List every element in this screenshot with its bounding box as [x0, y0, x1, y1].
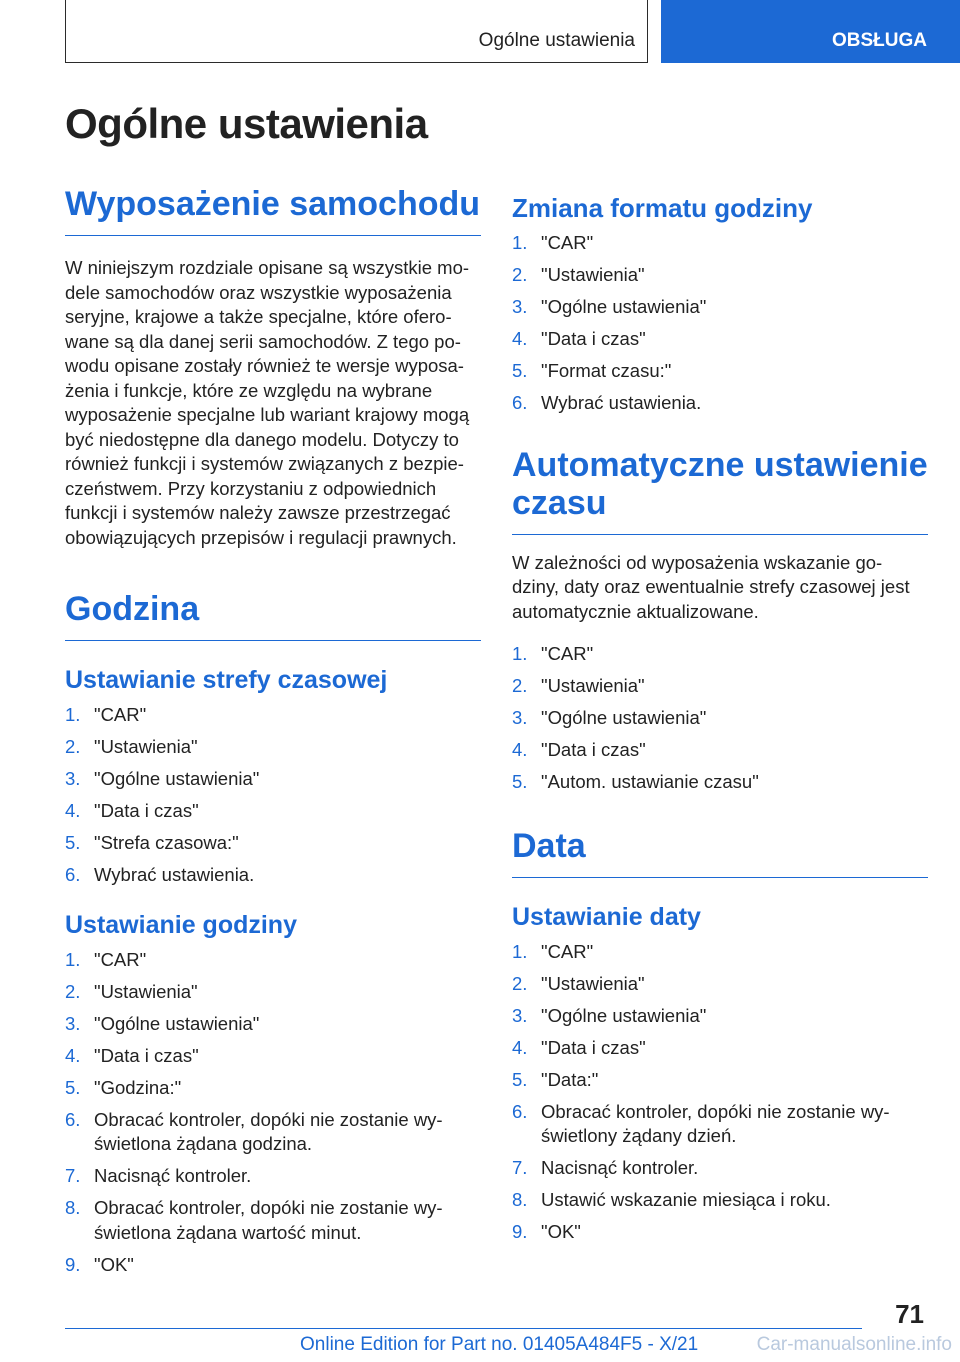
section-heading: Godzina — [65, 590, 481, 641]
header-chapter-box — [65, 0, 648, 63]
list-item: 2. "Ustawienia" — [512, 675, 645, 696]
subsection-heading: Zmiana formatu godziny — [512, 193, 813, 223]
list-item: 5. "Autom. ustawianie czasu" — [512, 771, 759, 792]
subsection-heading: Ustawianie godziny — [65, 910, 297, 939]
section-automatic-time — [512, 446, 928, 795]
list-item: 1. "CAR" — [512, 940, 594, 962]
footer-watermark: Car-manualsonline.info — [756, 1334, 952, 1355]
list-item: 6. Obracać kontroler, dopóki nie zostanie wy- świetlona żądana godzina. — [65, 1108, 443, 1154]
list-item: 3. "Ogólne ustawienia" — [512, 1004, 707, 1026]
paragraph: W niniejszym rozdziale opisane są wszystkie mo- dele samochodów oraz wszystkie wyposażenia seryjne, krajowe a także specjalne, które ofero- wane są dla danej serii samochodów. Z tego po- wodu opisane zostały również te wersje wyposa- żenia i funkcje, które ze względu na wybrane wyposażenie specjalne lub wariant krajowy mogą być niedostępne dla danego modelu. Dotyczy to również funkcji i systemów związanych z bezpie- czeństwem. Przy korzystaniu z odpowiednich funkcji i systemów należy zawsze przestrzegać obowiązujących przepisów i regulacji prawnych. — [65, 257, 470, 548]
list-item: 2. "Ustawienia" — [512, 264, 645, 285]
list-item: 6. Obracać kontroler, dopóki nie zostanie wy- świetlony żądany dzień. — [512, 1100, 890, 1146]
left-column — [65, 185, 481, 1285]
list-item: 4. "Data i czas" — [65, 800, 199, 821]
list-item: 3. "Ogólne ustawienia" — [65, 768, 260, 789]
list-item: 3. "Ogólne ustawienia" — [512, 707, 707, 728]
section-vehicle-equipment — [65, 185, 481, 550]
steps-time-format — [512, 231, 928, 416]
list-item: 2. "Ustawienia" — [512, 972, 645, 994]
footer-divider — [65, 1328, 862, 1329]
list-item: 1. "CAR" — [65, 948, 147, 970]
steps-set-date — [512, 940, 928, 1245]
section-heading: Automatyczne ustawienie czasu — [512, 446, 928, 535]
list-item: 5. "Data:" — [512, 1068, 599, 1090]
section-date — [512, 827, 928, 1245]
subsection-heading: Ustawianie strefy czasowej — [65, 666, 388, 694]
page-number: 71 — [895, 1299, 924, 1329]
header-section-label: OBSŁUGA — [832, 30, 927, 51]
subsection-heading: Ustawianie daty — [512, 902, 701, 931]
section-clock — [65, 590, 481, 1277]
list-item: 2. "Ustawienia" — [65, 980, 198, 1002]
list-item: 5. "Format czasu:" — [512, 360, 672, 381]
paragraph: W zależności od wyposażenia wskazanie go- dziny, daty oraz ewentualnie strefy czasowej jest automatycznie aktualizowane. — [512, 551, 910, 622]
header-chapter-title: Ogólne ustawienia — [478, 30, 635, 51]
list-item: 4. "Data i czas" — [512, 328, 646, 349]
page-title: Ogólne ustawienia — [65, 100, 428, 147]
list-item: 9. "OK" — [65, 1253, 134, 1275]
list-item: 7. Nacisnąć kontroler. — [65, 1165, 252, 1186]
list-item: 5. "Strefa czasowa:" — [65, 832, 239, 853]
list-item: 1. "CAR" — [512, 232, 594, 253]
list-item: 4. "Data i czas" — [512, 1036, 646, 1058]
list-item: 3. "Ogólne ustawienia" — [65, 1012, 260, 1034]
list-item: 5. "Godzina:" — [65, 1076, 182, 1098]
list-item: 1. "CAR" — [65, 704, 147, 725]
list-item: 4. "Data i czas" — [65, 1044, 199, 1066]
list-item: 6. Wybrać ustawienia. — [512, 392, 702, 413]
list-item: 4. "Data i czas" — [512, 739, 646, 760]
steps-set-time — [65, 948, 481, 1278]
header-section-tab — [661, 0, 960, 63]
steps-automatic-time — [512, 642, 928, 795]
list-item: 8. Ustawić wskazanie miesiąca i roku. — [512, 1189, 831, 1210]
right-column — [512, 193, 928, 1252]
list-item: 6. Wybrać ustawienia. — [65, 864, 255, 885]
list-item: 3. "Ogólne ustawienia" — [512, 296, 707, 317]
list-item: 9. "OK" — [512, 1221, 581, 1242]
list-item: 2. "Ustawienia" — [65, 736, 198, 757]
section-heading: Data — [512, 827, 928, 878]
footer-edition: Online Edition for Part no. 01405A484F5 - X/21 — [300, 1334, 699, 1355]
list-item: 7. Nacisnąć kontroler. — [512, 1157, 699, 1178]
list-item: 8. Obracać kontroler, dopóki nie zostanie wy- świetlona żądana wartość minut. — [65, 1197, 443, 1243]
list-item: 1. "CAR" — [512, 643, 594, 664]
steps-time-zone — [65, 703, 481, 888]
section-time-format — [512, 193, 928, 416]
section-heading: Wyposażenie samochodu — [65, 185, 481, 236]
